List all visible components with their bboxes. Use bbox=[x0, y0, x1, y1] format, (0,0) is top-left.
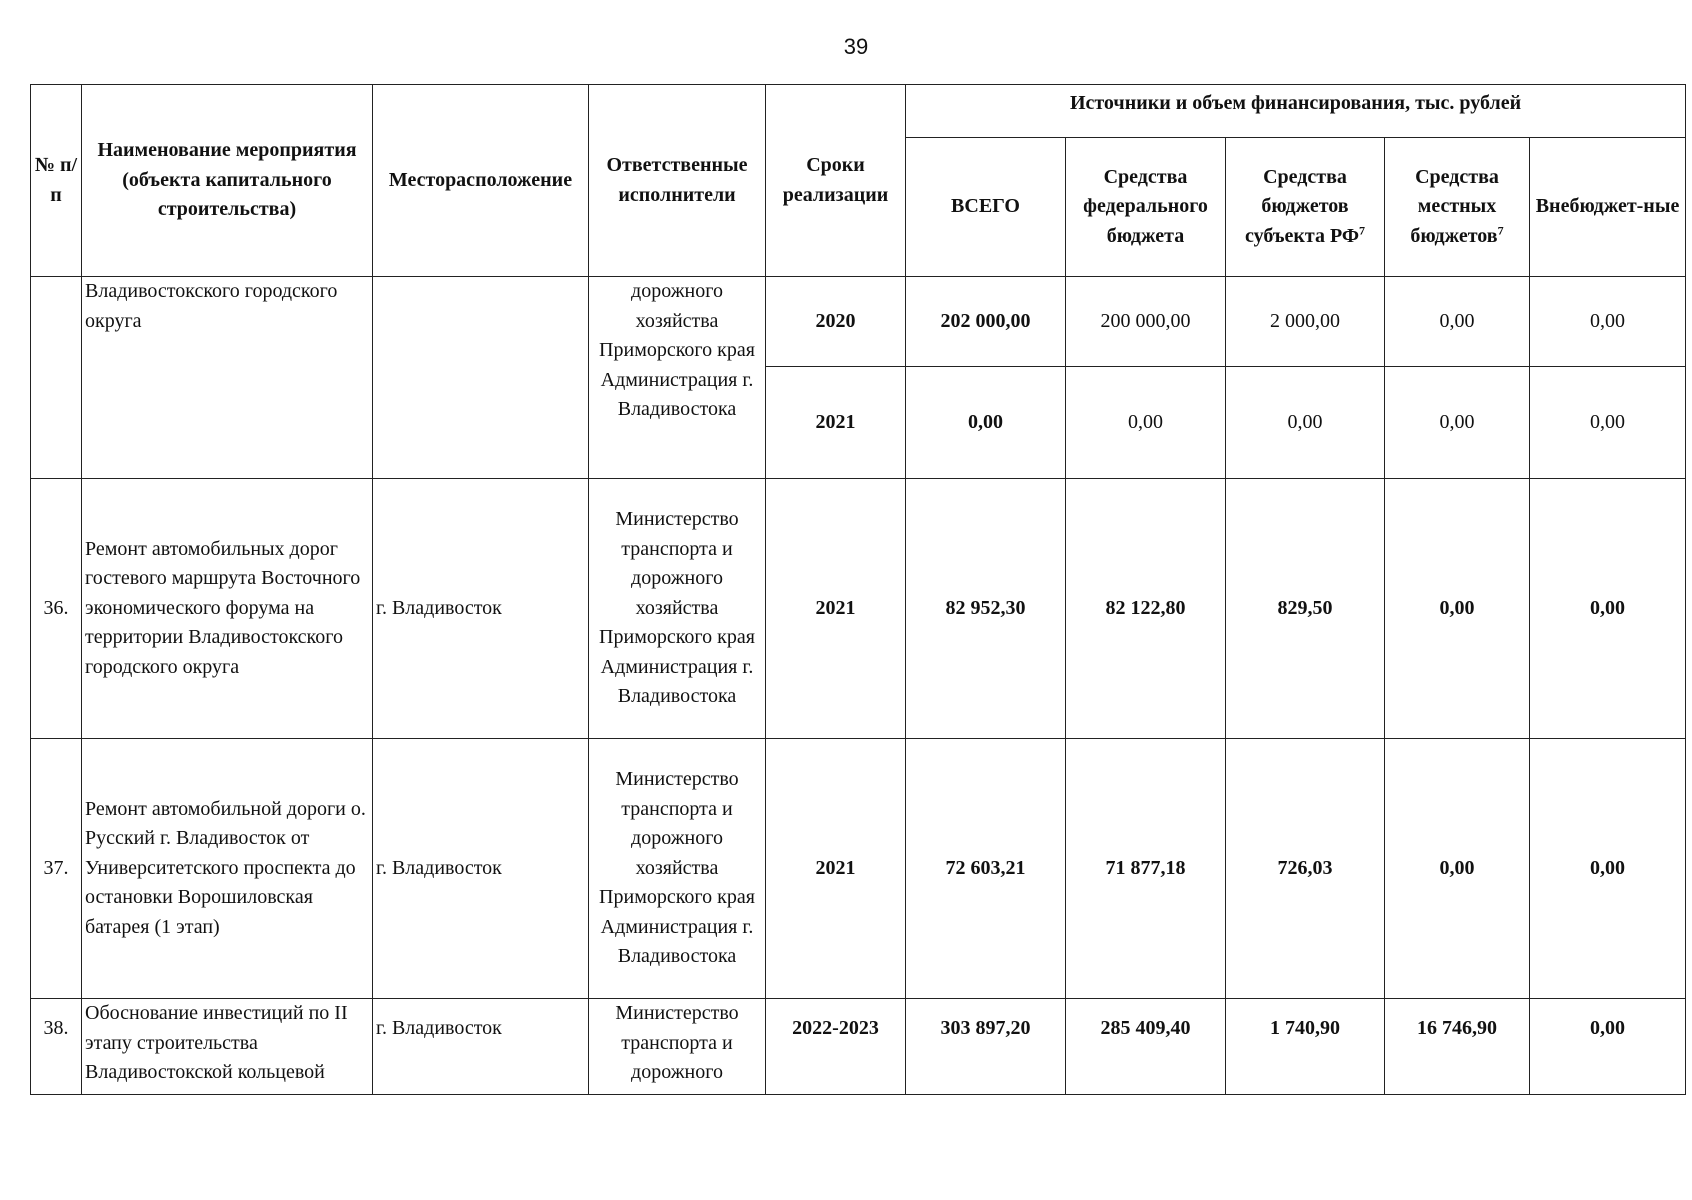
row-local: 0,00 bbox=[1385, 277, 1530, 367]
row-regional: 0,00 bbox=[1226, 367, 1385, 479]
row-total: 72 603,21 bbox=[906, 739, 1066, 999]
row-total: 303 897,20 bbox=[906, 999, 1066, 1095]
row-total: 0,00 bbox=[906, 367, 1066, 479]
row-year: 2021 bbox=[766, 739, 906, 999]
row-local: 0,00 bbox=[1385, 479, 1530, 739]
table-row bbox=[31, 277, 1686, 367]
header-row-top bbox=[31, 85, 1686, 138]
row-num: 37. bbox=[31, 739, 82, 999]
row-total: 82 952,30 bbox=[906, 479, 1066, 739]
row-location: г. Владивосток bbox=[373, 479, 589, 739]
row-extra: 0,00 bbox=[1530, 367, 1686, 479]
row-local: 0,00 bbox=[1385, 367, 1530, 479]
header-period: Сроки реализации bbox=[766, 85, 906, 277]
header-regional: Средства бюджетов субъекта $РФ^7$ bbox=[1226, 138, 1385, 277]
row-regional: 1 740,90 bbox=[1226, 999, 1385, 1095]
table-row bbox=[31, 739, 1686, 999]
page-number: 39 bbox=[843, 34, 869, 59]
row-year: 2021 bbox=[766, 367, 906, 479]
header-financing: Источники и объем финансирования, тыс. рублей bbox=[906, 85, 1686, 138]
row-federal: 285 409,40 bbox=[1066, 999, 1226, 1095]
row-federal: 0,00 bbox=[1066, 367, 1226, 479]
row-federal: 200 000,00 bbox=[1066, 277, 1226, 367]
row-year: 2022-2023 bbox=[766, 999, 906, 1095]
row-name: Ремонт автомобильной дороги о. Русский г. Владивосток от Университетского проспекта до остановки Ворошиловская батарея (1 этап) bbox=[82, 739, 373, 999]
table-row bbox=[31, 479, 1686, 739]
row-federal: 71 877,18 bbox=[1066, 739, 1226, 999]
footnote-mark: 7 bbox=[1497, 223, 1504, 238]
row-location bbox=[373, 277, 589, 479]
footnote-mark: 7 bbox=[1359, 223, 1366, 238]
row-responsible: дорожного хозяйства Приморского края Администрация г. Владивостока bbox=[589, 277, 766, 479]
row-responsible: Министерство транспорта и дорожного хозяйства Приморского края Администрация г. Владивостока bbox=[589, 479, 766, 739]
row-location: г. Владивосток bbox=[373, 739, 589, 999]
row-responsible: Министерство транспорта и дорожного хозяйства Приморского края Администрация г. Владивостока bbox=[589, 739, 766, 999]
financing-table bbox=[30, 84, 1686, 1095]
row-name: Обоснование инвестиций по II этапу строительства Владивостокской кольцевой bbox=[82, 999, 373, 1095]
row-name: Ремонт автомобильных дорог гостевого маршрута Восточного экономического форума на территории Владивостокского городского округа bbox=[82, 479, 373, 739]
row-local: 16 746,90 bbox=[1385, 999, 1530, 1095]
row-num: 38. bbox=[31, 999, 82, 1095]
row-extra: 0,00 bbox=[1530, 739, 1686, 999]
row-regional: 829,50 bbox=[1226, 479, 1385, 739]
row-regional: 2 000,00 bbox=[1226, 277, 1385, 367]
row-location: г. Владивосток bbox=[373, 999, 589, 1095]
row-year: 2020 bbox=[766, 277, 906, 367]
row-federal: 82 122,80 bbox=[1066, 479, 1226, 739]
header-location: Месторасположение bbox=[373, 85, 589, 277]
header-extra: Внебюджет-ные bbox=[1530, 138, 1686, 277]
header-responsible: Ответственные исполнители bbox=[589, 85, 766, 277]
row-regional: 726,03 bbox=[1226, 739, 1385, 999]
row-local: 0,00 bbox=[1385, 739, 1530, 999]
row-extra: 0,00 bbox=[1530, 479, 1686, 739]
row-total: 202 000,00 bbox=[906, 277, 1066, 367]
row-extra: 0,00 bbox=[1530, 277, 1686, 367]
table-row bbox=[31, 999, 1686, 1095]
header-num: № п/п bbox=[31, 85, 82, 277]
header-local: Средства местных бюджетов$^7$ bbox=[1385, 138, 1530, 277]
header-total: ВСЕГО bbox=[906, 138, 1066, 277]
row-num bbox=[31, 277, 82, 479]
row-num: 36. bbox=[31, 479, 82, 739]
header-federal: Средства федерального бюджета bbox=[1066, 138, 1226, 277]
row-year: 2021 bbox=[766, 479, 906, 739]
header-name: Наименование мероприятия (объекта капитального строительства) bbox=[82, 85, 373, 277]
row-responsible: Министерство транспорта и дорожного bbox=[589, 999, 766, 1095]
row-extra: 0,00 bbox=[1530, 999, 1686, 1095]
row-name: Владивостокского городского округа bbox=[82, 277, 373, 479]
